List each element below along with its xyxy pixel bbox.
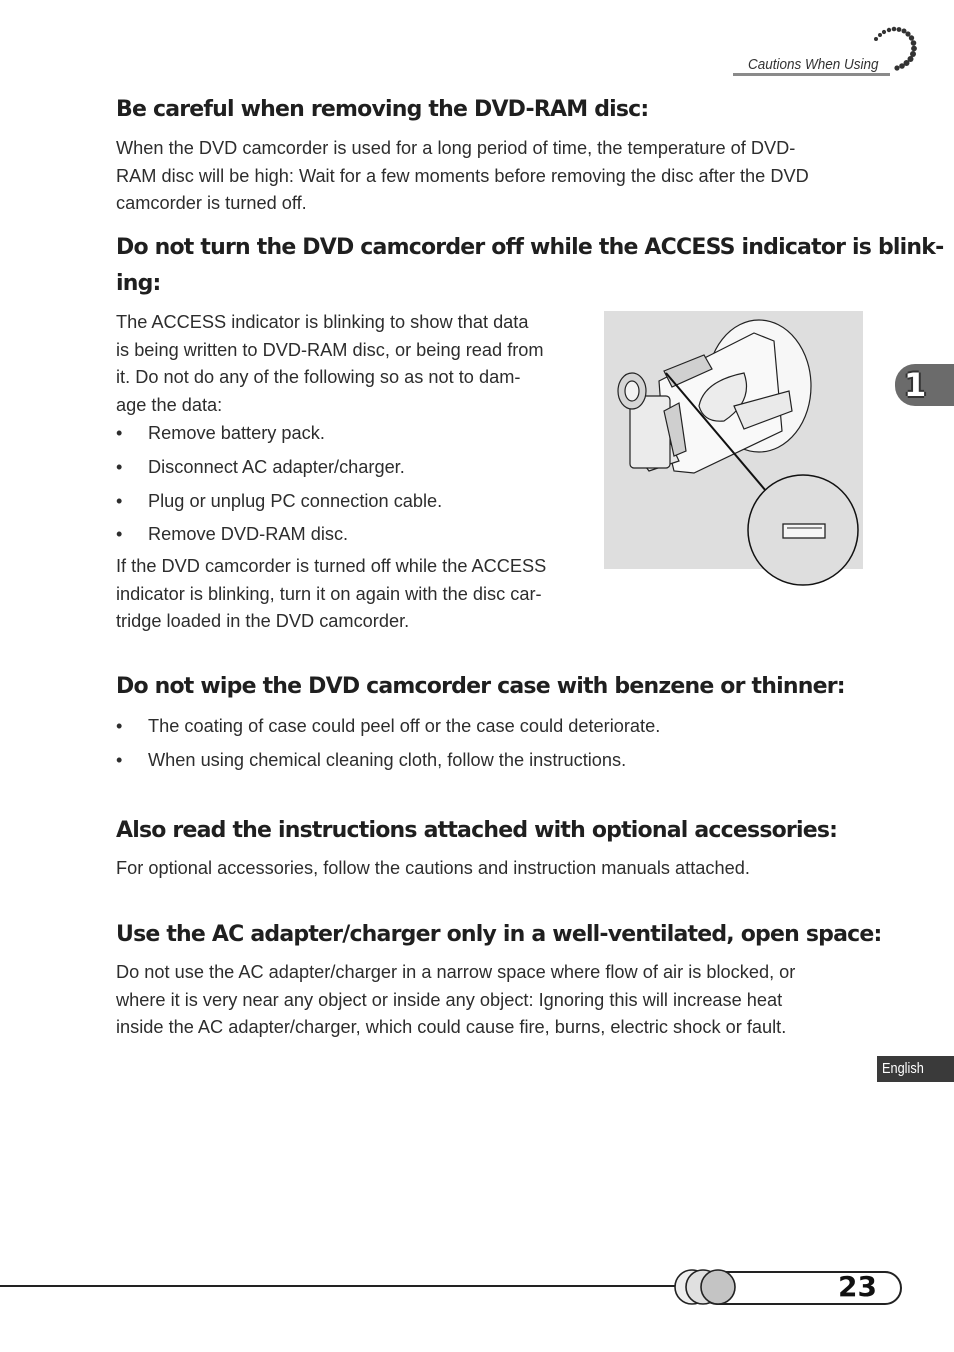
paragraph-line: camcorder is turned off. (116, 193, 307, 213)
spiral-dots-icon (868, 24, 924, 76)
heading-ac-adapter: Use the AC adapter/charger only in a well-ventilated, open space: (116, 922, 882, 947)
paragraph-line: indicator is blinking, turn it on again with the disc car- (116, 583, 542, 604)
camcorder-illustration (604, 311, 864, 587)
bullet: • (116, 457, 123, 477)
bullet: • (116, 750, 123, 770)
chapter-tab (895, 364, 954, 406)
paragraph-line: where it is very near any object or inside any object: Ignoring this will increase heat (116, 989, 783, 1010)
paragraph-line: The ACCESS indicator is blinking to show that data (116, 312, 529, 332)
paragraph-line: tridge loaded in the DVD camcorder. (116, 611, 410, 631)
paragraph-line: RAM disc will be high: Wait for a few moments before removing the disc after the DVD (116, 165, 809, 186)
paragraph-accessories: For optional accessories, follow the cautions and instruction manuals attached. (116, 858, 750, 878)
chapter-number: 1 (904, 366, 927, 404)
paragraph-line: age the data: (116, 394, 223, 415)
language-label: English (882, 1060, 924, 1077)
heading-line: ing: (116, 271, 161, 296)
bullet: • (116, 491, 123, 511)
paragraph-ac-adapter (116, 959, 795, 1042)
footer-rule (0, 1285, 690, 1287)
heading-access-indicator (116, 230, 943, 302)
paragraph-line: When the DVD camcorder is used for a long period of time, the temperature of DVD- (116, 138, 796, 158)
bullet: • (116, 524, 123, 544)
paragraph-line: If the DVD camcorder is turned off while the ACCESS (116, 556, 547, 576)
paragraph-line: Do not use the AC adapter/charger in a narrow space where flow of air is blocked, or (116, 962, 796, 982)
paragraph-removing-disc (116, 135, 809, 218)
paragraph-line: is being written to DVD-RAM disc, or being read from (116, 339, 544, 360)
bullet: • (116, 423, 123, 443)
language-tab (877, 1056, 954, 1082)
paragraph-line: inside the AC adapter/charger, which could cause fire, burns, electric shock or fault. (116, 1017, 787, 1037)
heading-removing-disc: Be careful when removing the DVD-RAM disc: (116, 97, 649, 122)
page-number: 23 (838, 1270, 877, 1303)
section-label: Cautions When Using (748, 56, 879, 73)
bullet: • (116, 716, 123, 736)
heading-line: Do not turn the DVD camcorder off while the ACCESS indicator is blink- (116, 235, 944, 260)
paragraph-access-outro (116, 553, 546, 636)
overlapping-circles-icon (672, 1268, 742, 1306)
paragraph-line: it. Do not do any of the following so as not to dam- (116, 367, 521, 387)
heading-accessories: Also read the instructions attached with optional accessories: (116, 818, 838, 843)
paragraph-access-intro (116, 309, 544, 419)
header-rule (733, 73, 890, 76)
heading-benzene: Do not wipe the DVD camcorder case with benzene or thinner: (116, 674, 845, 699)
